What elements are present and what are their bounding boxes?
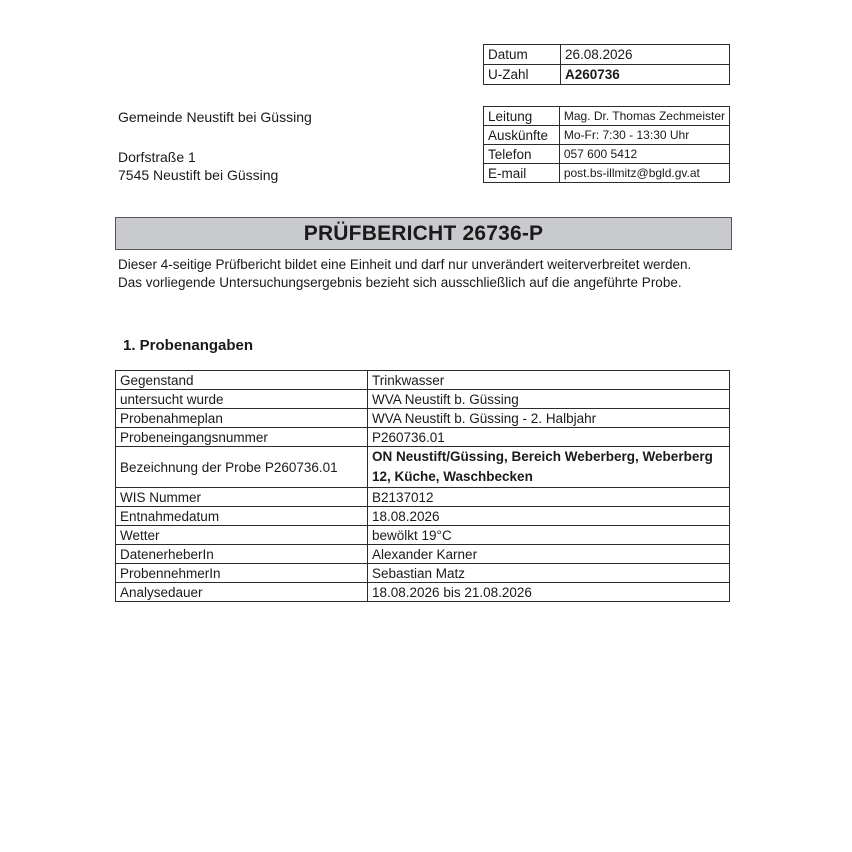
table-row — [116, 583, 730, 602]
table-row — [116, 447, 730, 488]
contact-value: 057 600 5412 — [559, 145, 729, 164]
row-label: Gegenstand — [116, 371, 368, 390]
row-value: 18.08.2026 bis 21.08.2026 — [368, 583, 730, 602]
row-value: WVA Neustift b. Güssing — [368, 390, 730, 409]
sample-info-table — [115, 370, 730, 602]
datum-label: Datum — [484, 45, 561, 65]
report-title-banner — [115, 217, 732, 250]
recipient-name: Gemeinde Neustift bei Güssing — [118, 109, 312, 125]
row-label: Probeneingangsnummer — [116, 428, 368, 447]
recipient-street: Dorfstraße 1 — [118, 149, 196, 165]
datum-value: 26.08.2026 — [561, 45, 730, 65]
row-value: Sebastian Matz — [368, 564, 730, 583]
report-intro — [118, 256, 691, 292]
table-row — [116, 390, 730, 409]
meta-row-uzahl — [484, 65, 730, 85]
uzahl-value: A260736 — [561, 65, 730, 85]
row-label: Wetter — [116, 526, 368, 545]
contact-email[interactable]: post.bs-illmitz@bgld.gv.at — [559, 164, 729, 183]
contact-label: Telefon — [484, 145, 560, 164]
row-label: WIS Nummer — [116, 488, 368, 507]
contact-row — [484, 107, 730, 126]
contact-label: Leitung — [484, 107, 560, 126]
section-heading: 1. Probenangaben — [123, 337, 254, 354]
intro-line: Dieser 4-seitige Prüfbericht bildet eine Einheit und darf nur unverändert weiterverbreitet werden. — [118, 257, 692, 272]
intro-line: Das vorliegende Untersuchungsergebnis bezieht sich ausschließlich auf die angeführte Probe. — [118, 275, 682, 290]
document-meta-table — [483, 44, 730, 85]
report-title: PRÜFBERICHT 26736-P — [303, 221, 544, 245]
contact-label: Auskünfte — [484, 126, 560, 145]
table-row — [116, 409, 730, 428]
contact-value: Mo-Fr: 7:30 - 13:30 Uhr — [559, 126, 729, 145]
contact-row — [484, 145, 730, 164]
row-label: Entnahmedatum — [116, 507, 368, 526]
row-value: 18.08.2026 — [368, 507, 730, 526]
contact-label: E-mail — [484, 164, 560, 183]
table-row — [116, 526, 730, 545]
row-value: Alexander Karner — [368, 545, 730, 564]
row-label: Analysedauer — [116, 583, 368, 602]
table-row — [116, 488, 730, 507]
row-label: ProbennehmerIn — [116, 564, 368, 583]
row-label: untersucht wurde — [116, 390, 368, 409]
row-label: DatenerheberIn — [116, 545, 368, 564]
row-value: P260736.01 — [368, 428, 730, 447]
contact-value: Mag. Dr. Thomas Zechmeister — [559, 107, 729, 126]
table-row — [116, 371, 730, 390]
row-value: WVA Neustift b. Güssing - 2. Halbjahr — [368, 409, 730, 428]
contact-row — [484, 126, 730, 145]
table-row — [116, 545, 730, 564]
meta-row-datum — [484, 45, 730, 65]
row-label: Bezeichnung der Probe P260736.01 — [116, 447, 368, 488]
table-row — [116, 564, 730, 583]
row-value: Trinkwasser — [368, 371, 730, 390]
table-row — [116, 428, 730, 447]
uzahl-label: U-Zahl — [484, 65, 561, 85]
row-value: B2137012 — [368, 488, 730, 507]
recipient-city: 7545 Neustift bei Güssing — [118, 167, 279, 183]
contact-row — [484, 164, 730, 183]
row-value: bewölkt 19°C — [368, 526, 730, 545]
table-row — [116, 507, 730, 526]
row-label: Probenahmeplan — [116, 409, 368, 428]
row-value: ON Neustift/Güssing, Bereich Weberberg, Weberberg 12, Küche, Waschbecken — [368, 447, 730, 488]
contact-table — [483, 106, 730, 183]
